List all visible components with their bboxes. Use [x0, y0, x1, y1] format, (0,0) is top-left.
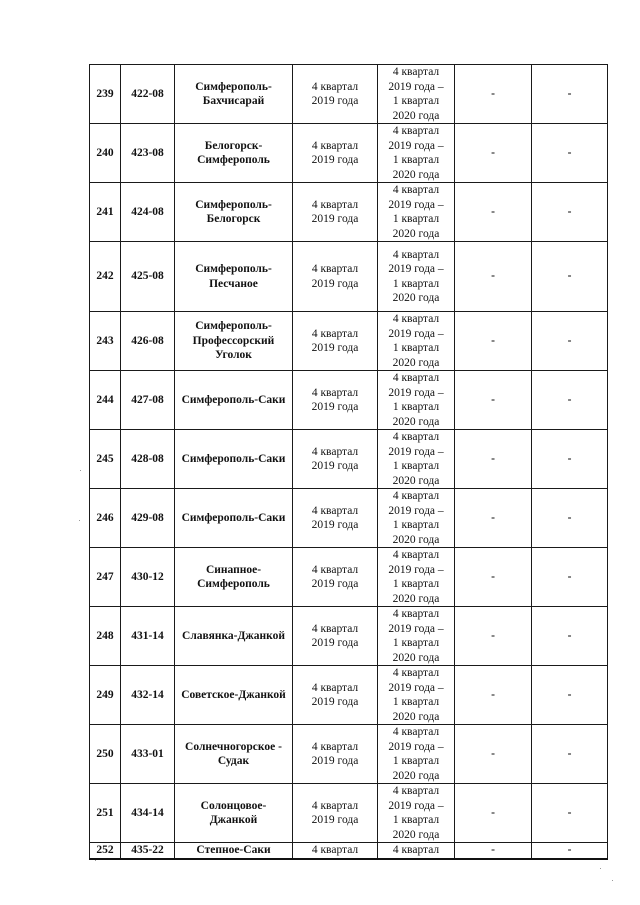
value-col-7-cell: -	[532, 183, 608, 242]
table-row	[90, 242, 608, 312]
start-period-cell: 4 квартал 2019 года	[293, 124, 378, 183]
value-col-6-cell: -	[455, 312, 532, 371]
period-range-cell: 4 квартал 2019 года – 1 квартал 2020 года	[378, 725, 455, 784]
route-code-cell: 424-08	[121, 183, 175, 242]
route-name-cell: Симферополь-Саки	[175, 489, 293, 548]
start-period-cell: 4 квартал 2019 года	[293, 666, 378, 725]
value-col-6-cell: -	[455, 371, 532, 430]
route-name-cell: Симферополь-Саки	[175, 371, 293, 430]
route-name-cell: Советское-Джанкой	[175, 666, 293, 725]
start-period-cell: 4 квартал 2019 года	[293, 183, 378, 242]
value-col-7-cell: -	[532, 607, 608, 666]
start-period-cell: 4 квартал 2019 года	[293, 65, 378, 124]
table-row	[90, 183, 608, 242]
schedule-table	[89, 64, 608, 860]
row-number-cell: 252	[90, 843, 121, 859]
start-period-cell: 4 квартал 2019 года	[293, 607, 378, 666]
route-code-cell: 435-22	[121, 843, 175, 859]
row-number-cell: 239	[90, 65, 121, 124]
start-period-cell: 4 квартал 2019 года	[293, 489, 378, 548]
period-range-cell: 4 квартал 2019 года – 1 квартал 2020 года	[378, 430, 455, 489]
value-col-6-cell: -	[455, 725, 532, 784]
value-col-6-cell: -	[455, 843, 532, 859]
period-range-cell: 4 квартал 2019 года – 1 квартал 2020 года	[378, 65, 455, 124]
row-number-cell: 244	[90, 371, 121, 430]
start-period-cell: 4 квартал 2019 года	[293, 371, 378, 430]
value-col-6-cell: -	[455, 489, 532, 548]
period-range-cell: 4 квартал 2019 года – 1 квартал 2020 года	[378, 784, 455, 843]
route-code-cell: 423-08	[121, 124, 175, 183]
scan-speck	[600, 868, 601, 869]
value-col-6-cell: -	[455, 242, 532, 312]
route-name-cell: Солнечногорское - Судак	[175, 725, 293, 784]
table-row	[90, 371, 608, 430]
route-name-cell: Симферополь- Бахчисарай	[175, 65, 293, 124]
value-col-7-cell: -	[532, 548, 608, 607]
value-col-7-cell: -	[532, 124, 608, 183]
table-row	[90, 784, 608, 843]
value-col-6-cell: -	[455, 548, 532, 607]
table-row	[90, 725, 608, 784]
scan-speck	[612, 880, 613, 881]
start-period-cell: 4 квартал 2019 года	[293, 784, 378, 843]
row-number-cell: 247	[90, 548, 121, 607]
route-name-cell: Белогорск- Симферополь	[175, 124, 293, 183]
period-range-cell: 4 квартал 2019 года – 1 квартал 2020 года	[378, 371, 455, 430]
value-col-7-cell: -	[532, 489, 608, 548]
period-range-cell: 4 квартал 2019 года – 1 квартал 2020 года	[378, 312, 455, 371]
period-range-cell: 4 квартал 2019 года – 1 квартал 2020 года	[378, 242, 455, 312]
route-name-cell: Симферополь-Саки	[175, 430, 293, 489]
period-range-cell: 4 квартал 2019 года – 1 квартал 2020 года	[378, 548, 455, 607]
scan-speck	[80, 470, 81, 471]
start-period-cell: 4 квартал 2019 года	[293, 242, 378, 312]
row-number-cell: 250	[90, 725, 121, 784]
route-code-cell: 428-08	[121, 430, 175, 489]
value-col-7-cell: -	[532, 784, 608, 843]
row-number-cell: 249	[90, 666, 121, 725]
table-row	[90, 430, 608, 489]
value-col-7-cell: -	[532, 666, 608, 725]
row-number-cell: 242	[90, 242, 121, 312]
table-row	[90, 312, 608, 371]
table-row	[90, 489, 608, 548]
value-col-7-cell: -	[532, 843, 608, 859]
period-range-cell: 4 квартал 2019 года – 1 квартал 2020 года	[378, 183, 455, 242]
period-range-cell: 4 квартал	[378, 843, 455, 859]
row-number-cell: 248	[90, 607, 121, 666]
table-row	[90, 124, 608, 183]
route-name-cell: Симферополь- Песчаное	[175, 242, 293, 312]
scan-speck	[79, 520, 80, 521]
route-code-cell: 434-14	[121, 784, 175, 843]
row-number-cell: 245	[90, 430, 121, 489]
period-range-cell: 4 квартал 2019 года – 1 квартал 2020 года	[378, 124, 455, 183]
route-code-cell: 427-08	[121, 371, 175, 430]
value-col-6-cell: -	[455, 430, 532, 489]
route-name-cell: Степное-Саки	[175, 843, 293, 859]
value-col-6-cell: -	[455, 607, 532, 666]
value-col-7-cell: -	[532, 242, 608, 312]
route-name-cell: Синапное- Симферополь	[175, 548, 293, 607]
route-code-cell: 431-14	[121, 607, 175, 666]
route-name-cell: Славянка-Джанкой	[175, 607, 293, 666]
period-range-cell: 4 квартал 2019 года – 1 квартал 2020 года	[378, 607, 455, 666]
table-row	[90, 548, 608, 607]
value-col-6-cell: -	[455, 784, 532, 843]
row-number-cell: 243	[90, 312, 121, 371]
route-code-cell: 425-08	[121, 242, 175, 312]
route-code-cell: 429-08	[121, 489, 175, 548]
table-body	[90, 65, 608, 859]
row-number-cell: 246	[90, 489, 121, 548]
table-row	[90, 843, 608, 859]
table-row	[90, 666, 608, 725]
value-col-7-cell: -	[532, 65, 608, 124]
value-col-7-cell: -	[532, 371, 608, 430]
period-range-cell: 4 квартал 2019 года – 1 квартал 2020 года	[378, 489, 455, 548]
route-code-cell: 433-01	[121, 725, 175, 784]
route-code-cell: 430-12	[121, 548, 175, 607]
route-code-cell: 422-08	[121, 65, 175, 124]
value-col-7-cell: -	[532, 312, 608, 371]
value-col-7-cell: -	[532, 725, 608, 784]
value-col-6-cell: -	[455, 666, 532, 725]
value-col-6-cell: -	[455, 124, 532, 183]
start-period-cell: 4 квартал 2019 года	[293, 725, 378, 784]
value-col-7-cell: -	[532, 430, 608, 489]
table-row	[90, 607, 608, 666]
table-row	[90, 65, 608, 124]
route-code-cell: 432-14	[121, 666, 175, 725]
start-period-cell: 4 квартал 2019 года	[293, 312, 378, 371]
route-name-cell: Солонцовое- Джанкой	[175, 784, 293, 843]
start-period-cell: 4 квартал 2019 года	[293, 430, 378, 489]
route-code-cell: 426-08	[121, 312, 175, 371]
period-range-cell: 4 квартал 2019 года – 1 квартал 2020 года	[378, 666, 455, 725]
route-name-cell: Симферополь- Профессорский Уголок	[175, 312, 293, 371]
row-number-cell: 251	[90, 784, 121, 843]
row-number-cell: 240	[90, 124, 121, 183]
start-period-cell: 4 квартал	[293, 843, 378, 859]
value-col-6-cell: -	[455, 65, 532, 124]
scan-speck	[95, 860, 96, 861]
route-name-cell: Симферополь- Белогорск	[175, 183, 293, 242]
value-col-6-cell: -	[455, 183, 532, 242]
start-period-cell: 4 квартал 2019 года	[293, 548, 378, 607]
row-number-cell: 241	[90, 183, 121, 242]
